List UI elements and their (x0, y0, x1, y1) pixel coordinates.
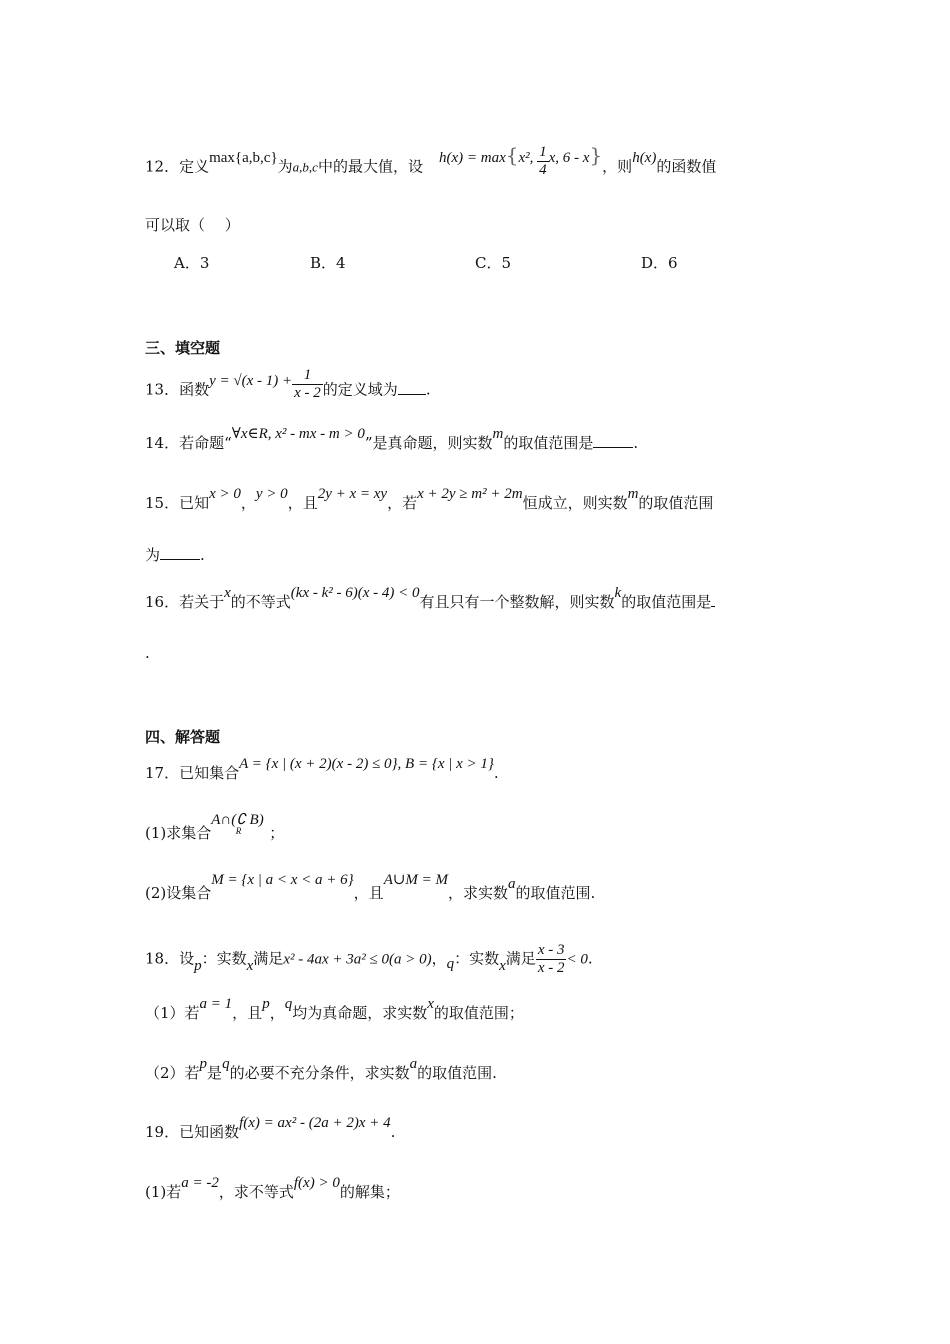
q17-part1 (145, 812, 285, 845)
q18-cond-q: < 0 (566, 951, 588, 968)
q18-number: 18． (145, 949, 180, 968)
q12-number: 12． (145, 157, 180, 176)
q12-abc: a,b,c (292, 159, 318, 175)
q14-line (145, 426, 639, 454)
q12-text: 为 (277, 157, 293, 176)
q12-hx: h(x) (632, 149, 657, 166)
q18-text: 满足 (505, 949, 536, 968)
q18-sub1-label: （1）若 (145, 1004, 200, 1022)
q18-text: ，且 (232, 1004, 263, 1022)
q19-part1-cond: a = -2 (181, 1175, 219, 1191)
q19-line (145, 1115, 396, 1143)
q13-frac-den: x - 2 (294, 385, 321, 401)
q18-line (145, 942, 593, 977)
q17-part1-sub: R (235, 826, 242, 836)
q16-answer-blank[interactable] (711, 592, 715, 607)
q18-sub2-a: a (409, 1056, 418, 1072)
q18-var-q: q (446, 955, 455, 972)
q12-frac-den: 4 (539, 162, 547, 178)
q18-text: ， (431, 949, 447, 968)
q17-part2-label: (2)设集合 (145, 884, 212, 902)
q15-text: ，且 (287, 494, 318, 512)
q15-cond-x: x > 0 (209, 486, 241, 502)
q16-text: 有且只有一个整数解，则实数 (419, 593, 615, 611)
q12-text: 可以取（ ） (145, 216, 240, 234)
q12-option-a[interactable]: A．3 (174, 254, 210, 272)
q14-text: 的取值范围是 (503, 434, 594, 452)
q17-sets: A = {x | (x + 2)(x - 2) ≤ 0}, B = {x | x > 1} (239, 756, 494, 772)
q18-text: 是 (207, 1064, 223, 1082)
q12-text: ，则 (602, 157, 633, 176)
q19-expr: f(x) = ax² - (2a + 2)x + 4 (239, 1115, 391, 1131)
q13-fraction (292, 367, 323, 402)
q18-text: ：实数 (201, 949, 247, 968)
q18-frac-den: x - 2 (537, 960, 565, 976)
q18-var-p: p (194, 957, 202, 974)
q16-text: 的取值范围是 (621, 593, 712, 611)
q18-text: 均为真命题，求实数 (292, 1004, 428, 1022)
q12-option-b[interactable]: B．4 (310, 254, 346, 272)
q17-part2-var-a: a (508, 876, 516, 892)
q15-text: 为 (145, 546, 161, 564)
q15-text: 已知 (179, 494, 210, 512)
q15-line2 (145, 545, 205, 565)
q15-text: ，若 (387, 494, 418, 512)
q15-line1 (145, 486, 714, 514)
q18-sub1-q: q (284, 996, 293, 1012)
q16-text: 若关于 (179, 593, 225, 611)
q18-sub2 (145, 1056, 497, 1084)
q17-text: ，求实数 (448, 884, 509, 902)
q13-expr: y = √(x - 1) + (209, 372, 293, 389)
q15-text: ， (240, 494, 256, 512)
q18-frac-num: x - 3 (537, 942, 565, 958)
q19-number: 19． (145, 1123, 180, 1141)
q14-expr: ∀x∈R, x² - mx - m > 0 (231, 426, 365, 442)
q17-part2 (145, 872, 596, 904)
q18-text: 的必要不充分条件，求实数 (229, 1064, 410, 1082)
q17-text: 的取值范围. (515, 884, 596, 902)
q15-text: 恒成立，则实数 (522, 494, 628, 512)
q18-text: ：实数 (454, 949, 500, 968)
q18-fraction (536, 942, 567, 977)
q12-text: 的函数值 (656, 157, 717, 176)
q16-var-k: k (614, 585, 622, 601)
q15-answer-blank[interactable] (160, 545, 200, 560)
q14-answer-blank[interactable] (593, 433, 633, 448)
q15-text: . (200, 546, 205, 564)
q12-option-d[interactable]: D．6 (641, 254, 678, 272)
q12-h-rest: x, 6 - x (548, 149, 590, 166)
q19-text: 已知函数 (179, 1123, 240, 1141)
q18-var-x: x (246, 957, 254, 974)
q19-text: ，求不等式 (218, 1183, 294, 1201)
q14-text: 若命题“ (179, 434, 232, 452)
q18-sub1-x: x (427, 996, 434, 1012)
q15-cond-ineq: x + 2y ≥ m² + 2m (417, 486, 523, 502)
q16-line2 (145, 643, 150, 663)
q13-text: . (425, 380, 431, 399)
q12-text: 中的最大值，设 (317, 157, 423, 176)
q18-text: ， (269, 1004, 285, 1022)
q19-text: . (390, 1123, 396, 1141)
q12-max-expr: max{a,b,c} (209, 149, 278, 166)
q17-text: ； (269, 824, 285, 842)
q15-number: 15． (145, 494, 180, 512)
q18-sub2-q: q (222, 1056, 230, 1072)
q17-text: . (493, 764, 499, 782)
q18-var-x: x (499, 957, 506, 974)
q12-frac-num: 1 (539, 144, 547, 160)
q19-part1-label: (1)若 (145, 1183, 182, 1201)
q19-part1 (145, 1175, 400, 1203)
q16-var-x: x (224, 585, 231, 601)
section-fill-blank-heading: 三、填空题 (145, 339, 221, 357)
q18-text: 的取值范围； (433, 1004, 524, 1022)
q14-var-m: m (492, 426, 504, 442)
q12-h-def: h(x) = max (438, 149, 506, 166)
q16-number: 16． (145, 593, 180, 611)
q18-sub2-label: （2）若 (145, 1064, 200, 1082)
q13-text: 函数 (179, 380, 210, 399)
q15-cond-y: y > 0 (255, 486, 288, 502)
q17-part2-expr: M = {x | a < x < a + 6} (211, 872, 354, 888)
q19-text: 的解集； (339, 1183, 400, 1201)
q12-option-c[interactable]: C．5 (475, 254, 512, 272)
q13-line (145, 367, 431, 408)
q13-number: 13． (145, 380, 180, 399)
q17-part1-label: (1)求集合 (145, 824, 212, 842)
q13-frac-num: 1 (292, 367, 323, 385)
q18-sub1 (145, 996, 524, 1024)
q18-sub1-cond: a = 1 (199, 996, 233, 1012)
q15-cond-eq: 2y + x = xy (317, 486, 388, 502)
q12-line2 (145, 215, 240, 235)
q15-text: 的取值范围 (638, 494, 714, 512)
q18-text: 满足 (253, 949, 284, 968)
q16-text: . (145, 644, 150, 662)
q18-sub2-p: p (199, 1056, 208, 1072)
q17-number: 17． (145, 764, 180, 782)
q14-text: . (633, 434, 639, 452)
q12-h-items: x², (518, 149, 538, 166)
q18-sub1-p: p (262, 996, 270, 1012)
q12-fraction (537, 144, 549, 179)
q17-part2-expr2: A∪M = M (383, 872, 449, 888)
q13-text: 的定义域为 (322, 380, 398, 399)
q18-text: . (587, 949, 593, 968)
q16-expr: (kx - k² - 6)(x - 4) < 0 (290, 585, 420, 601)
q17-part1-expr: A∩(∁ B) (211, 812, 264, 828)
q13-answer-blank[interactable] (398, 380, 426, 395)
q17-line (145, 756, 499, 784)
q16-line1 (145, 585, 715, 613)
q19-part1-ineq: f(x) > 0 (293, 1175, 340, 1191)
q15-var-m: m (627, 486, 639, 502)
section-answer-heading: 四、解答题 (145, 728, 221, 746)
q12-text: 定义 (179, 157, 210, 176)
q16-text: 的不等式 (230, 593, 291, 611)
q18-cond-p: x² - 4ax + 3a² ≤ 0(a > 0) (283, 951, 432, 968)
q14-number: 14． (145, 434, 180, 452)
q12-line1: 12．定义max{a,b,c}为a,b,c中的最大值，设 h(x) = max{x², $\frac{1}{4}$ x, 6 - x}，则h(x)的函数值 (145, 142, 717, 178)
q17-text: ，且 (353, 884, 384, 902)
q17-text: 已知集合 (179, 764, 240, 782)
q18-text: 设 (179, 949, 195, 968)
q18-text: 的取值范围. (417, 1064, 497, 1082)
q14-text: ”是真命题，则实数 (364, 434, 493, 452)
